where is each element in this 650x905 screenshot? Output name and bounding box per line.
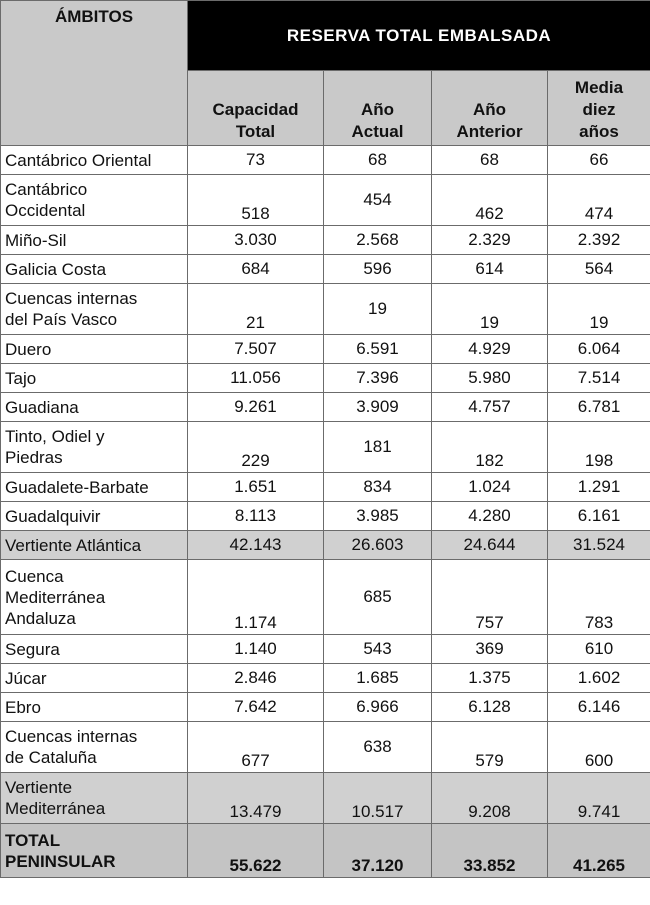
row-label: TOTAL PENINSULAR	[1, 824, 188, 878]
row-label: Júcar	[1, 664, 188, 693]
table-row	[1, 531, 650, 560]
table-row	[1, 722, 650, 773]
cell-med: 1.291	[548, 473, 650, 502]
row-label: Cuenca Mediterránea Andaluza	[1, 560, 188, 635]
cell-cap: 13.479	[188, 773, 324, 824]
cell-med: 6.146	[548, 693, 650, 722]
cell-cap: 11.056	[188, 364, 324, 393]
cell-med: 198	[548, 422, 650, 473]
cell-cap: 684	[188, 255, 324, 284]
cell-ant: 1.375	[432, 664, 548, 693]
cell-cap: 21	[188, 284, 324, 335]
cell-ant: 68	[432, 146, 548, 175]
cell-act: 2.568	[324, 226, 432, 255]
table-row	[1, 364, 650, 393]
cell-act: 10.517	[324, 773, 432, 824]
cell-act: 37.120	[324, 824, 432, 878]
header-reserva-total: RESERVA TOTAL EMBALSADA	[188, 1, 650, 71]
cell-ant: 4.929	[432, 335, 548, 364]
cell-act: 543	[324, 635, 432, 664]
header-ano-anterior: Año Anterior	[432, 71, 548, 146]
cell-cap: 73	[188, 146, 324, 175]
cell-act: 6.591	[324, 335, 432, 364]
row-label: Galicia Costa	[1, 255, 188, 284]
cell-act: 68	[324, 146, 432, 175]
cell-ant: 33.852	[432, 824, 548, 878]
cell-cap: 2.846	[188, 664, 324, 693]
cell-med: 6.161	[548, 502, 650, 531]
table-row	[1, 422, 650, 473]
cell-cap: 9.261	[188, 393, 324, 422]
table-row	[1, 393, 650, 422]
cell-med: 474	[548, 175, 650, 226]
cell-ant: 24.644	[432, 531, 548, 560]
cell-med: 66	[548, 146, 650, 175]
cell-act: 6.966	[324, 693, 432, 722]
cell-med: 41.265	[548, 824, 650, 878]
row-label: Miño-Sil	[1, 226, 188, 255]
cell-med: 7.514	[548, 364, 650, 393]
header-ambitos: ÁMBITOS	[1, 1, 188, 146]
cell-cap: 1.174	[188, 560, 324, 635]
cell-act: 454	[324, 175, 432, 226]
table-row	[1, 824, 650, 878]
cell-cap: 7.507	[188, 335, 324, 364]
cell-ant: 757	[432, 560, 548, 635]
cell-med: 600	[548, 722, 650, 773]
cell-med: 31.524	[548, 531, 650, 560]
row-label: Tajo	[1, 364, 188, 393]
row-label: Tinto, Odiel y Piedras	[1, 422, 188, 473]
cell-ant: 2.329	[432, 226, 548, 255]
cell-ant: 5.980	[432, 364, 548, 393]
table-row	[1, 335, 650, 364]
cell-cap: 677	[188, 722, 324, 773]
cell-cap: 55.622	[188, 824, 324, 878]
row-label: Guadiana	[1, 393, 188, 422]
cell-act: 834	[324, 473, 432, 502]
table-row	[1, 773, 650, 824]
cell-cap: 8.113	[188, 502, 324, 531]
table-row	[1, 284, 650, 335]
row-label: Segura	[1, 635, 188, 664]
cell-ant: 6.128	[432, 693, 548, 722]
cell-act: 19	[324, 284, 432, 335]
table-row	[1, 175, 650, 226]
table-row	[1, 226, 650, 255]
header-media-diez-anos: Media diez años	[548, 71, 650, 146]
table-row	[1, 255, 650, 284]
cell-ant: 19	[432, 284, 548, 335]
cell-ant: 182	[432, 422, 548, 473]
cell-med: 610	[548, 635, 650, 664]
row-label: Duero	[1, 335, 188, 364]
cell-ant: 4.757	[432, 393, 548, 422]
cell-med: 6.064	[548, 335, 650, 364]
cell-cap: 518	[188, 175, 324, 226]
row-label: Cuencas internas del País Vasco	[1, 284, 188, 335]
cell-act: 7.396	[324, 364, 432, 393]
cell-ant: 9.208	[432, 773, 548, 824]
cell-med: 6.781	[548, 393, 650, 422]
table-row	[1, 693, 650, 722]
row-label: Ebro	[1, 693, 188, 722]
cell-med: 783	[548, 560, 650, 635]
cell-med: 2.392	[548, 226, 650, 255]
cell-cap: 1.651	[188, 473, 324, 502]
cell-act: 181	[324, 422, 432, 473]
cell-act: 3.909	[324, 393, 432, 422]
cell-ant: 462	[432, 175, 548, 226]
cell-cap: 229	[188, 422, 324, 473]
table-row	[1, 635, 650, 664]
cell-act: 1.685	[324, 664, 432, 693]
row-label: Cantábrico Oriental	[1, 146, 188, 175]
row-label: Vertiente Atlántica	[1, 531, 188, 560]
row-label: Guadalquivir	[1, 502, 188, 531]
cell-ant: 579	[432, 722, 548, 773]
table-row	[1, 664, 650, 693]
header-ano-actual: Año Actual	[324, 71, 432, 146]
cell-act: 638	[324, 722, 432, 773]
row-label: Cuencas internas de Cataluña	[1, 722, 188, 773]
cell-act: 3.985	[324, 502, 432, 531]
table-row	[1, 473, 650, 502]
row-label: Guadalete-Barbate	[1, 473, 188, 502]
cell-med: 19	[548, 284, 650, 335]
header-capacidad-total: Capacidad Total	[188, 71, 324, 146]
table-row	[1, 560, 650, 635]
cell-cap: 1.140	[188, 635, 324, 664]
cell-cap: 42.143	[188, 531, 324, 560]
cell-act: 26.603	[324, 531, 432, 560]
table-row	[1, 146, 650, 175]
row-label: Cantábrico Occidental	[1, 175, 188, 226]
cell-ant: 4.280	[432, 502, 548, 531]
cell-act: 685	[324, 560, 432, 635]
cell-med: 1.602	[548, 664, 650, 693]
cell-ant: 1.024	[432, 473, 548, 502]
cell-med: 564	[548, 255, 650, 284]
table-row	[1, 502, 650, 531]
cell-med: 9.741	[548, 773, 650, 824]
cell-cap: 3.030	[188, 226, 324, 255]
cell-ant: 369	[432, 635, 548, 664]
cell-act: 596	[324, 255, 432, 284]
cell-cap: 7.642	[188, 693, 324, 722]
row-label: Vertiente Mediterránea	[1, 773, 188, 824]
cell-ant: 614	[432, 255, 548, 284]
